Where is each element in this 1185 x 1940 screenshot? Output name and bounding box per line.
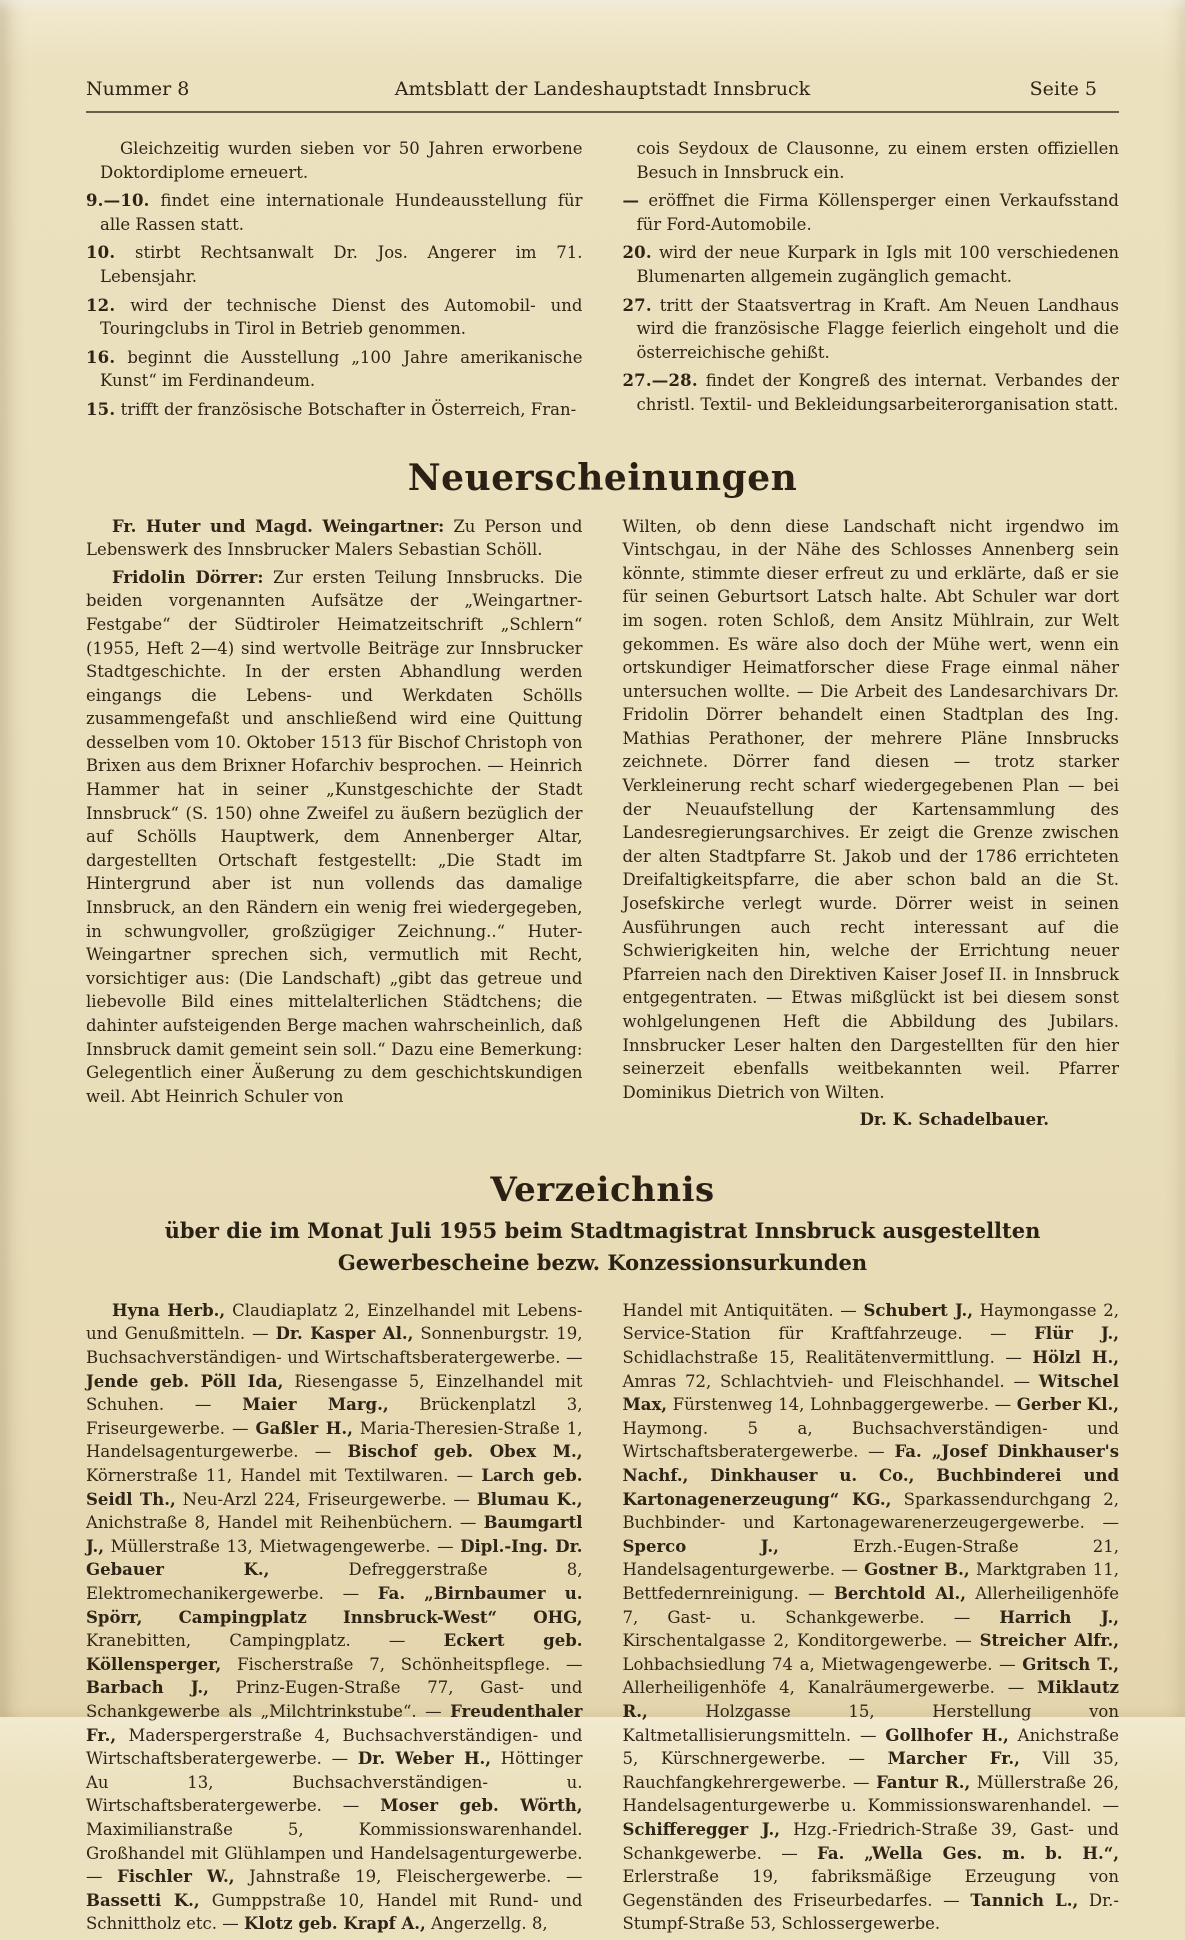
licenses-section bbox=[86, 1299, 1119, 1940]
entry-date: — bbox=[622, 191, 640, 211]
entry-date: 27.—28. bbox=[622, 371, 698, 391]
bold-name: Flür J., bbox=[1034, 1324, 1119, 1344]
bold-name: Harrich J., bbox=[999, 1607, 1119, 1627]
chronicle-entry: 20. wird der neue Kurpark in Igls mit 100 verschiedenen Blumenarten allgemein zugänglich gemacht. bbox=[622, 243, 1119, 286]
entry-date: 27. bbox=[622, 295, 652, 315]
author-signature: Dr. K. Schadelbauer. bbox=[859, 1110, 1049, 1130]
chronicle-entry: cois Seydoux de Clausonne, zu einem ersten offiziellen Besuch in Innsbruck ein. bbox=[636, 139, 1119, 182]
bold-name: Dr. Kasper Al., bbox=[275, 1324, 414, 1344]
bold-name: Hyna Herb., bbox=[112, 1300, 226, 1320]
chronicle-left-column bbox=[86, 137, 583, 427]
bold-name: Larch geb. Seidl Th., bbox=[86, 1466, 583, 1509]
chronicle-entry: 16. beginnt die Ausstellung „100 Jahre amerikanische Kunst“ im Ferdinandeum. bbox=[86, 347, 583, 391]
chronicle-entry: 12. wird der technische Dienst des Automobil- und Touringclubs in Tirol in Betrieb genommen. bbox=[86, 295, 583, 339]
bold-name: Berchtold Al., bbox=[833, 1583, 966, 1603]
entry-date: 15. bbox=[86, 399, 116, 419]
license-list-right: Handel mit Antiquitäten. — Schubert J., Haymongasse 2, Service-Station für Kraftfahrzeuge. — Flür J., Schidlachstraße 15, Realitätenvermittlung. — Hölzl H., Amras 72, Schlachtvieh- und Fleischhandel. — Witschel Max, Fürstenweg 14, Lohnbaggergewerbe. — Gerber Kl., Haymong. 5 a, Buchsachverständigen- und Wirtschaftsberatergewerbe. — Fa. „Josef Dinkhauser's Nachf., Dinkhauser u. Co., Buchbinderei und Kartonagenerzeugung“ KG., Sparkassendurchgang 2, Buchbinder- und Kartonagewarenerzeugergewerbe. — Sperco J., Erzh.-Eugen-Straße 21, Handelsagenturgewerbe. — Gostner B., Marktgraben 11, Bettfedernreinigung. — Berchtold Al., Allerheiligenhöfe 7, Gast- u. Schankgewerbe. — Harrich J., Kirschentalgasse 2, Konditorgewerbe. — Streicher Alfr., Lohbachsiedlung 74 a, Mietwagengewerbe. — Gritsch T., Allerheiligenhöfe 4, Kanalräumergewerbe. — Miklautz R., Holzgasse 15, Herstellung von Kaltmetallisierungsmitteln. — Gollhofer H., Anichstraße 5, Kürschnergewerbe. — Marcher Fr., Vill 35, Rauchfangkehrergewerbe. — Fantur R., Müllerstraße 26, Handelsagenturgewerbe u. Kommissionswarenhandel. — Schifferegger J., Hzg.-Friedrich-Straße 39, Gast- und Schankgewerbe. — Fa. „Wella Ges. m. b. H.“, Erlerstraße 19, fabriksmäßige Erzeugung von Gegenständen des Friseurbedarfes. — Tannich L., Dr.-Stumpf-Straße 53, Schlossergewerbe. bbox=[622, 1300, 1120, 1934]
review-paragraph: Fridolin Dörrer: Zur ersten Teilung Innsbrucks. Die beiden vorgenannten Aufsätze der „Weingartner-Festgabe“ der Südtiroler Heimatzeitschrift „Schlern“ (1955, Heft 2—4) sind wertvolle Beiträge zur Innsbrucker Stadtgeschichte. In der ersten Abhandlung werden eingangs die Lebens- und Werkdaten Schölls zusammengefaßt und anschließend wird eine Quittung desselben vom 10. Oktober 1513 für Bischof Christoph von Brixen aus dem Brixner Hofarchiv besprochen. — Heinrich Hammer hat in seiner „Kunstgeschichte der Stadt Innsbruck“ (S. 150) ohne Zweifel zu äußern bezüglich der auf Schölls Hauptwerk, dem Annenberger Altar, dargestellten Ortschaft festgestellt: „Die Stadt im Hintergrund aber ist nun vollends das damalige Innsbruck, an den Rändern ein wenig frei wiedergegeben, in schwungvoller, großzügiger Zeichnung..“ Huter-Weingartner sprechen sich, vermutlich mit Recht, vorsichtiger aus: (Die Landschaft) „gibt das getreue und liebevolle Bild eines mittelalterlichen Städtchens; die dahinter aufsteigenden Berge machen wahrscheinlich, daß Innsbruck damit gemeint sein soll.“ Dazu eine Bemerkung: Gelegentlich einer Äußerung zu dem geschichtskundigen weil. Abt Heinrich Schuler von bbox=[86, 567, 583, 1106]
neuerscheinungen-heading: Neuerscheinungen bbox=[407, 456, 798, 499]
bold-name: Dipl.-Ing. Dr. Gebauer K., bbox=[86, 1536, 583, 1580]
chronicle-entry: 27. tritt der Staatsvertrag in Kraft. Am Neuen Landhaus wird die französische Flagge feierlich eingeholt und die österreichische gehißt. bbox=[622, 295, 1120, 362]
page-number: Seite 5 bbox=[1029, 78, 1097, 100]
chronicle-entry: 10. stirbt Rechtsanwalt Dr. Jos. Angerer im 71. Lebensjahr. bbox=[86, 243, 583, 286]
entry-date: 12. bbox=[86, 295, 116, 315]
chronicle-entry: 27.—28. findet der Kongreß des internat. Verbandes der christl. Textil- und Bekleidungsarbeiterorganisation statt. bbox=[622, 371, 1119, 414]
bold-name: Gritsch T., bbox=[1022, 1654, 1120, 1674]
bold-name: Gaßler H., bbox=[255, 1418, 353, 1438]
bold-name: Jende geb. Pöll Ida, bbox=[86, 1371, 284, 1391]
verzeichnis-subheading-1: über die im Monat Juli 1955 beim Stadtmagistrat Innsbruck ausgestellten bbox=[164, 1217, 1041, 1243]
bold-name: Witschel Max, bbox=[622, 1371, 1119, 1415]
bold-name: Streicher Alfr., bbox=[979, 1631, 1120, 1651]
reviews-right-column bbox=[623, 515, 1120, 1132]
chronicle-entry: — eröffnet die Firma Köllensperger einen Verkaufsstand für Ford-Automobile. bbox=[622, 191, 1119, 234]
bold-name: Fantur R., bbox=[876, 1772, 971, 1792]
review-paragraph: Fr. Huter und Magd. Weingartner: Zu Person und Lebenswerk des Innsbrucker Malers Sebastian Schöll. bbox=[86, 516, 583, 560]
bold-name: Eckert geb. Köllensperger, bbox=[86, 1631, 583, 1674]
bold-name: Schubert J., bbox=[863, 1300, 973, 1320]
license-list-left: Hyna Herb., Claudiaplatz 2, Einzelhandel mit Lebens- und Genußmitteln. — Dr. Kasper Al., Sonnenburgstr. 19, Buchsachverständigen- und Wirtschaftsberatergewerbe. — Jende geb. Pöll Ida, Riesengasse 5, Einzelhandel mit Schuhen. — Maier Marg., Brückenplatzl 3, Friseurgewerbe. — Gaßler H., Maria-Theresien-Straße 1, Handelsagenturgewerbe. — Bischof geb. Obex M., Körnerstraße 11, Handel mit Textilwaren. — Larch geb. Seidl Th., Neu-Arzl 224, Friseurgewerbe. — Blumau K., Anichstraße 8, Handel mit Reihenbüchern. — Baumgartl J., Müllerstraße 13, Mietwagengewerbe. — Dipl.-Ing. Dr. Gebauer K., Defreggerstraße 8, Elektromechanikergewerbe. — Fa. „Birnbaumer u. Spörr, Campingplatz Innsbruck-West“ OHG, Kranebitten, Campingplatz. — Eckert geb. Köllensperger, Fischerstraße 7, Schönheitspflege. — Barbach J., Prinz-Eugen-Straße 77, Gast- und Schankgewerbe als „Milchtrinkstube“. — Freudenthaler Fr., Maderspergerstraße 4, Buchsachverständigen- und Wirtschaftsberatergewerbe. — Dr. Weber H., Höttinger Au 13, Buchsachverständigen- u. Wirtschaftsberatergewerbe. — Moser geb. Wörth, Maximilianstraße 5, Kommissionswarenhandel. Großhandel mit Glühlampen und Handelsagenturgewerbe. — Fischler W., Jahnstraße 19, Fleischergewerbe. — Bassetti K., Gumppstraße 10, Handel mit Rund- und Schnittholz etc. — Klotz geb. Krapf A., Angerzellg. 8, bbox=[86, 1300, 583, 1934]
bold-name: Baumgartl J., bbox=[86, 1513, 583, 1556]
bold-name: Bassetti K., bbox=[86, 1890, 200, 1910]
page-title: Amtsblatt der Landeshauptstadt Innsbruck bbox=[394, 78, 811, 100]
bold-name: Dr. Weber H., bbox=[357, 1749, 492, 1769]
review-paragraph: Wilten, ob denn diese Landschaft nicht irgendwo im Vintschgau, in der Nähe des Schlosses Annenberg sein könnte, stimmte dieser erfreut zu und erklärte, daß er sie für seinen Geburtsort Latsch halte. Abt Schuler war dort im sogen. roten Schloß, dem Ansitz Mühlrain, zur Welt gekommen. Es wäre also doch der Mühe wert, wenn ein ortskundiger Heimatforscher diese Frage einmal näher untersuchen wollte. — Die Arbeit des Landesarchivars Dr. Fridolin Dörrer behandelt einen Stadtplan des Ing. Mathias Perathoner, der mehrere Pläne Innsbrucks zeichnete. Dörrer fand diesen — trotz starker Verkleinerung recht scharf wiedergegebenen Plan — bei der Neuaufstellung der Kartensammlung des Landesregierungsarchives. Er zeigt die Grenze zwischen der alten Stadtpfarre St. Jakob und der 1786 errichteten Dreifaltigkeitspfarre, die aber schon bald an die St. Josefskirche verlegt wurde. Dörrer weist in seinen Ausführungen auch recht interessant auf die Schwierigkeiten hin, welche der Errichtung neuer Pfarreien nach den Direktiven Kaiser Josef II. in Innsbruck entgegentraten. — Etwas mißglückt ist bei diesem sonst wohlgelungenen Heft die Abbildung des Jubilars. Innsbrucker Leser halten den Dargestellten für den hier seinerzeit ebenfalls weitbekannten weil. Pfarrer Dominikus Dietrich von Wilten. bbox=[622, 516, 1119, 1102]
bold-name: Fr. Huter und Magd. Weingartner: bbox=[112, 516, 445, 536]
bold-name: Marcher Fr., bbox=[887, 1749, 1020, 1769]
licenses-right-column bbox=[623, 1299, 1120, 1940]
header-rule bbox=[86, 111, 1119, 113]
bold-name: Moser geb. Wörth, bbox=[380, 1796, 583, 1816]
bold-name: Barbach J., bbox=[86, 1678, 209, 1698]
licenses-left-column bbox=[86, 1299, 583, 1940]
masthead bbox=[86, 78, 1119, 104]
bold-name: Gollhofer H., bbox=[885, 1725, 1009, 1745]
bold-name: Maier Marg., bbox=[242, 1395, 389, 1415]
chronicle-right-column bbox=[623, 137, 1120, 427]
entry-date: 20. bbox=[622, 243, 652, 263]
bold-name: Bischof geb. Obex M., bbox=[347, 1442, 583, 1462]
bold-name: Fa. „Birnbaumer u. Spörr, Campingplatz Innsbruck-West“ OHG, bbox=[86, 1583, 583, 1627]
bold-name: Fa. „Wella Ges. m. b. H.“, bbox=[817, 1843, 1119, 1863]
entry-date: 16. bbox=[86, 347, 116, 367]
bold-name: Miklautz R., bbox=[622, 1678, 1119, 1721]
chronicle-entry: Gleichzeitig wurden sieben vor 50 Jahren erworbene Doktordiplome erneuert. bbox=[100, 139, 583, 182]
bold-name: Tannich L., bbox=[970, 1890, 1079, 1910]
bold-name: Fridolin Dörrer: bbox=[112, 567, 264, 587]
reviews-section bbox=[86, 515, 1119, 1132]
chronicle-entry: 9.—10. findet eine internationale Hundeausstellung für alle Rassen statt. bbox=[86, 191, 583, 234]
entry-date: 10. bbox=[86, 243, 116, 263]
verzeichnis-heading: Verzeichnis bbox=[490, 1169, 715, 1210]
issue-number: Nummer 8 bbox=[86, 78, 190, 100]
bold-name: Gostner B., bbox=[864, 1560, 970, 1580]
bold-name: Fa. „Josef Dinkhauser's Nachf., Dinkhauser u. Co., Buchbinderei und Kartonagenerzeugung“ KG., bbox=[622, 1442, 1119, 1509]
bold-name: Gerber Kl., bbox=[1016, 1395, 1119, 1415]
bold-name: Klotz geb. Krapf A., bbox=[243, 1914, 426, 1934]
bold-name: Fischler W., bbox=[117, 1867, 235, 1887]
bold-name: Blumau K., bbox=[476, 1489, 583, 1509]
chronicle-section bbox=[86, 137, 1119, 427]
chronicle-entry: 15. trifft der französische Botschafter in Österreich, Fran- bbox=[86, 399, 577, 419]
reviews-left-column bbox=[86, 515, 583, 1132]
bold-name: Hölzl H., bbox=[1032, 1348, 1120, 1368]
entry-date: 9.—10. bbox=[86, 191, 150, 211]
verzeichnis-subheading-2: Gewerbescheine bezw. Konzessionsurkunden bbox=[337, 1250, 868, 1276]
bold-name: Sperco J., bbox=[622, 1536, 779, 1556]
bold-name: Schifferegger J., bbox=[622, 1819, 780, 1839]
bold-name: Freudenthaler Fr., bbox=[86, 1701, 583, 1745]
